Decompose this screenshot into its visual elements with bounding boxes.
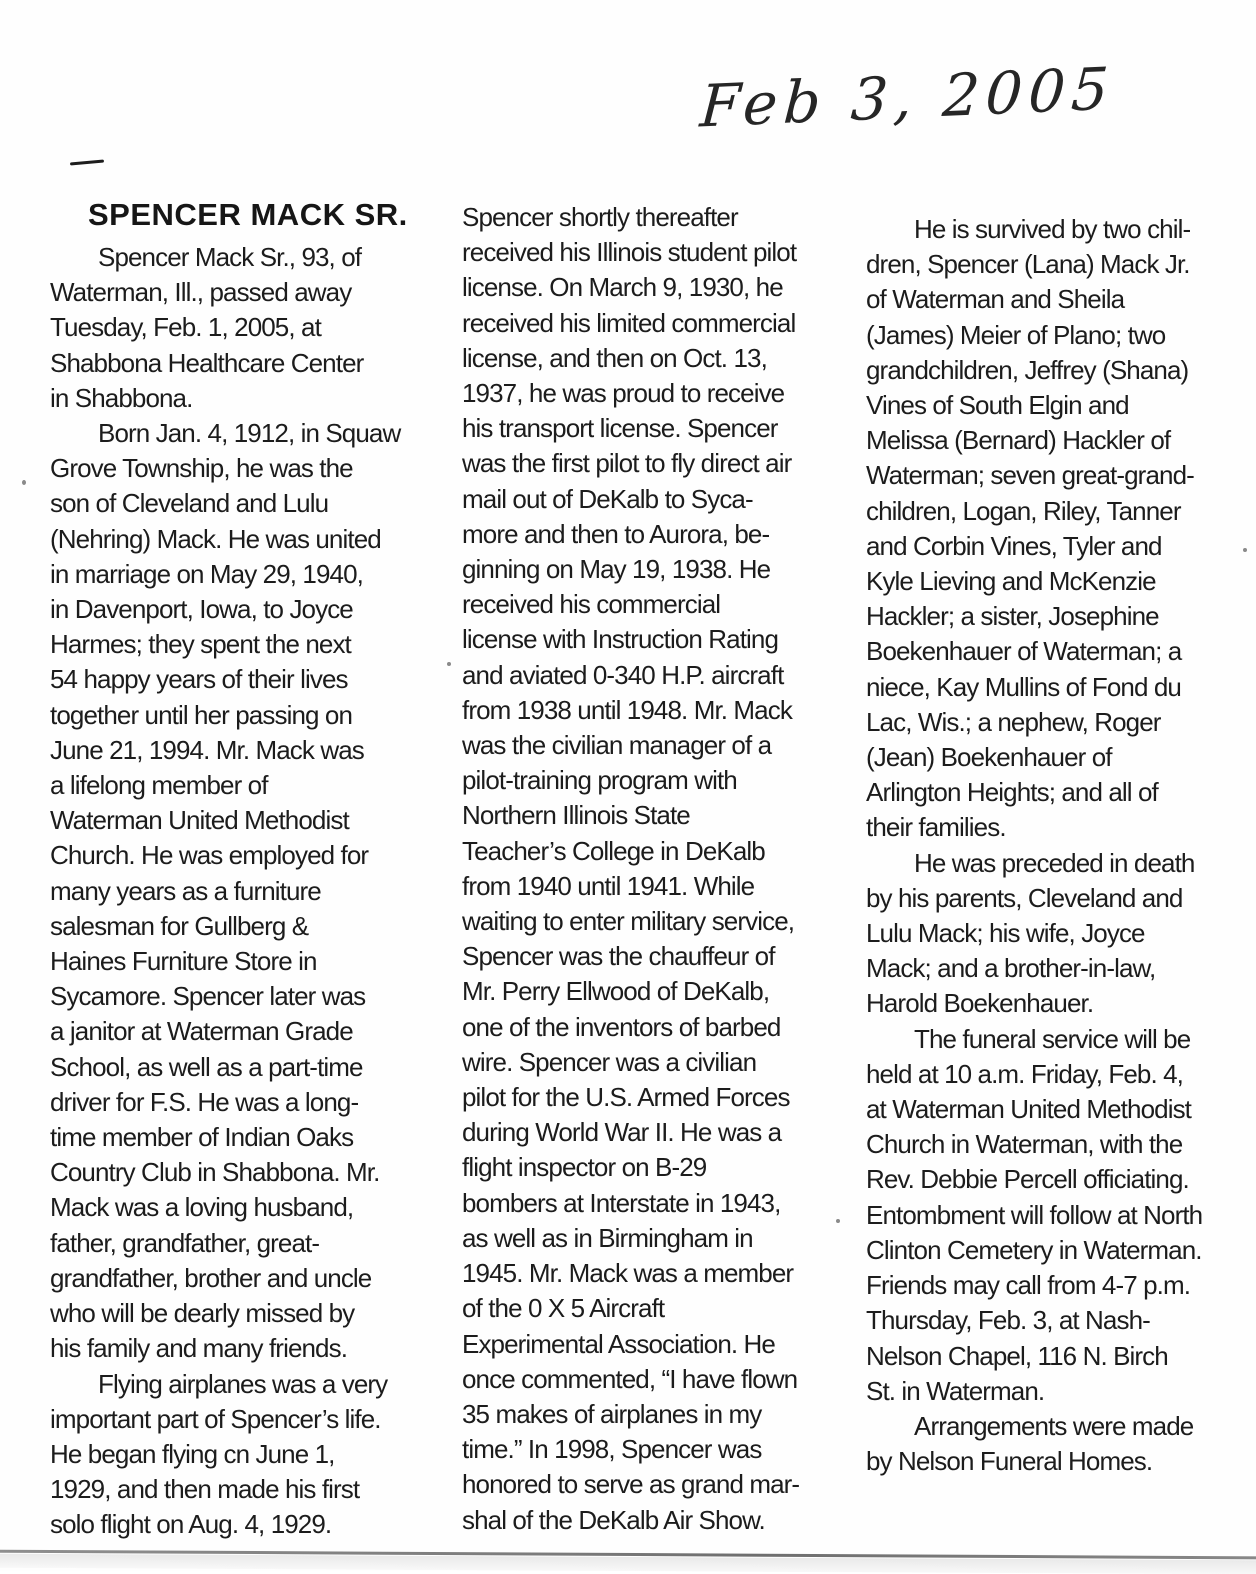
- text-line: received his Illinois student pilot: [462, 237, 797, 268]
- text-line: Nelson Chapel, 116 N. Birch: [866, 1340, 1168, 1371]
- text-line: Waterman; seven great-grand-: [866, 460, 1194, 491]
- text-line: The funeral service will be: [914, 1023, 1191, 1054]
- text-line: solo flight on Aug. 4, 1929.: [50, 1509, 332, 1540]
- text-line: as well as in Birmingham in: [462, 1222, 753, 1253]
- text-line: (James) Meier of Plano; two: [866, 319, 1166, 350]
- text-line: by his parents, Cleveland and: [866, 882, 1183, 913]
- text-line: Shabbona Healthcare Center: [50, 347, 364, 378]
- text-line: his family and many friends.: [50, 1333, 348, 1364]
- article-column-2: [462, 190, 862, 1538]
- text-line: flight inspector on B-29: [462, 1152, 707, 1183]
- text-line: waiting to enter military service,: [462, 906, 795, 937]
- text-line: Clinton Cemetery in Waterman.: [866, 1234, 1202, 1265]
- text-line: Flying airplanes was a very: [98, 1368, 388, 1399]
- text-line: Entombment will follow at North: [866, 1199, 1203, 1230]
- text-line: School, as well as a part-time: [50, 1051, 363, 1082]
- text-line: license. On March 9, 1930, he: [462, 272, 783, 303]
- text-line: bombers at Interstate in 1943,: [462, 1187, 781, 1218]
- paragraph: [866, 212, 1238, 846]
- text-line: was the civilian manager of a: [462, 730, 772, 761]
- text-line: 35 makes of airplanes in my: [462, 1398, 762, 1429]
- text-line: one of the inventors of barbed: [462, 1011, 781, 1042]
- text-line: together until her passing on: [50, 699, 353, 730]
- obituary-headline: SPENCER MACK SR.: [88, 197, 408, 232]
- text-line: license with Instruction Rating: [462, 624, 779, 655]
- text-line: Harold Boekenhauer.: [866, 988, 1094, 1019]
- text-line: Born Jan. 4, 1912, in Squaw: [98, 418, 401, 449]
- paragraph: [462, 200, 862, 1538]
- text-line: grandchildren, Jeffrey (Shana): [866, 354, 1189, 385]
- text-line: once commented, “I have flown: [462, 1363, 798, 1394]
- text-line: Lulu Mack; his wife, Joyce: [866, 918, 1145, 949]
- text-line: Waterman, Ill., passed away: [50, 277, 352, 308]
- text-line: 1945. Mr. Mack was a member: [462, 1258, 794, 1289]
- text-line: Country Club in Shabbona. Mr.: [50, 1157, 380, 1188]
- text-line: time.” In 1998, Spencer was: [462, 1434, 762, 1465]
- text-line: received his limited commercial: [462, 307, 796, 338]
- text-line: and Corbin Vines, Tyler and: [866, 530, 1162, 561]
- text-line: of the 0 X 5 Aircraft: [462, 1293, 665, 1324]
- text-line: pilot for the U.S. Armed Forces: [462, 1082, 790, 1113]
- text-line: Church. He was employed for: [50, 840, 369, 871]
- text-line: Mack; and a brother-in-law,: [866, 953, 1156, 984]
- text-line: Grove Township, he was the: [50, 453, 353, 484]
- text-line: Thursday, Feb. 3, at Nash-: [866, 1305, 1150, 1336]
- scan-speck: [836, 1219, 840, 1223]
- text-line: their families.: [866, 812, 1006, 843]
- text-line: Teacher’s College in DeKalb: [462, 835, 765, 866]
- text-line: of Waterman and Sheila: [866, 284, 1125, 315]
- text-line: son of Cleveland and Lulu: [50, 488, 329, 519]
- text-line: Melissa (Bernard) Hackler of: [866, 425, 1171, 456]
- text-line: many years as a furniture: [50, 875, 321, 906]
- text-line: Sycamore. Spencer later was: [50, 981, 366, 1012]
- text-line: Rev. Debbie Percell officiating.: [866, 1164, 1189, 1195]
- text-line: honored to serve as grand mar-: [462, 1469, 800, 1500]
- text-line: Mr. Perry Ellwood of DeKalb,: [462, 976, 770, 1007]
- handwritten-date: Feb 3, 2005: [698, 54, 1117, 141]
- text-line: Lac, Wis.; a nephew, Roger: [866, 706, 1161, 737]
- text-line: who will be dearly missed by: [50, 1298, 355, 1329]
- paragraph: [50, 416, 452, 1366]
- text-line: received his commercial: [462, 589, 721, 620]
- text-line: and aviated 0-340 H.P. aircraft: [462, 659, 784, 690]
- text-line: St. in Waterman.: [866, 1375, 1045, 1406]
- article-column-3: [866, 190, 1238, 1479]
- paragraph: [866, 1409, 1238, 1479]
- paragraph: [50, 1367, 452, 1543]
- text-line: father, grandfather, great-: [50, 1227, 320, 1258]
- text-line: a janitor at Waterman Grade: [50, 1016, 353, 1047]
- pen-mark: [70, 160, 104, 166]
- text-line: at Waterman United Methodist: [866, 1094, 1191, 1125]
- text-line: 54 happy years of their lives: [50, 664, 348, 695]
- text-line: He began flying cn June 1,: [50, 1438, 335, 1469]
- text-line: Harmes; they spent the next: [50, 629, 351, 660]
- scan-speck: [447, 662, 451, 666]
- text-line: during World War II. He was a: [462, 1117, 782, 1148]
- text-line: Haines Furniture Store in: [50, 946, 317, 977]
- text-line: salesman for Gullberg &: [50, 910, 309, 941]
- text-line: Church in Waterman, with the: [866, 1129, 1183, 1160]
- text-line: Northern Illinois State: [462, 800, 690, 831]
- text-line: Waterman United Methodist: [50, 805, 349, 836]
- text-line: Spencer Mack Sr., 93, of: [98, 242, 362, 272]
- text-line: was the first pilot to fly direct air: [462, 448, 792, 479]
- text-line: by Nelson Funeral Homes.: [866, 1446, 1153, 1477]
- text-line: his transport license. Spencer: [462, 413, 778, 444]
- text-line: 1929, and then made his first: [50, 1474, 360, 1505]
- text-line: Spencer shortly thereafter: [462, 202, 738, 232]
- text-line: dren, Spencer (Lana) Mack Jr.: [866, 249, 1190, 280]
- text-line: in marriage on May 29, 1940,: [50, 558, 363, 589]
- text-line: in Shabbona.: [50, 382, 193, 413]
- text-line: niece, Kay Mullins of Fond du: [866, 671, 1181, 702]
- article-column-1: [50, 190, 452, 1543]
- text-line: Hackler; a sister, Josephine: [866, 601, 1159, 632]
- text-line: Arlington Heights; and all of: [866, 777, 1158, 808]
- text-line: a lifelong member of: [50, 770, 268, 801]
- text-line: 1937, he was proud to receive: [462, 378, 785, 409]
- text-line: Boekenhauer of Waterman; a: [866, 636, 1182, 667]
- text-line: time member of Indian Oaks: [50, 1122, 354, 1153]
- text-line: Vines of South Elgin and: [866, 390, 1129, 421]
- text-line: (Nehring) Mack. He was united: [50, 523, 381, 554]
- text-line: driver for F.S. He was a long-: [50, 1086, 359, 1117]
- text-line: Kyle Lieving and McKenzie: [866, 566, 1156, 597]
- text-line: more and then to Aurora, be-: [462, 518, 770, 549]
- text-line: wire. Spencer was a civilian: [462, 1046, 757, 1077]
- text-line: pilot-training program with: [462, 765, 737, 796]
- text-line: (Jean) Boekenhauer of: [866, 742, 1112, 773]
- text-line: children, Logan, Riley, Tanner: [866, 495, 1181, 526]
- text-line: in Davenport, Iowa, to Joyce: [50, 594, 353, 625]
- scan-speck: [1243, 548, 1247, 552]
- text-line: Friends may call from 4-7 p.m.: [866, 1270, 1191, 1301]
- text-line: He was preceded in death: [914, 847, 1195, 878]
- scan-speck: [22, 480, 26, 485]
- text-line: Experimental Association. He: [462, 1328, 775, 1359]
- text-line: Tuesday, Feb. 1, 2005, at: [50, 312, 321, 343]
- text-line: ginning on May 19, 1938. He: [462, 554, 771, 585]
- text-line: June 21, 1994. Mr. Mack was: [50, 734, 364, 765]
- text-line: Arrangements were made: [914, 1410, 1194, 1441]
- text-line: shal of the DeKalb Air Show.: [462, 1504, 765, 1535]
- text-line: Mack was a loving husband,: [50, 1192, 354, 1223]
- text-line: from 1938 until 1948. Mr. Mack: [462, 694, 792, 725]
- text-line: grandfather, brother and uncle: [50, 1262, 372, 1293]
- text-line: mail out of DeKalb to Syca-: [462, 483, 753, 514]
- text-line: Spencer was the chauffeur of: [462, 941, 775, 972]
- paragraph: [50, 240, 452, 416]
- text-line: held at 10 a.m. Friday, Feb. 4,: [866, 1058, 1184, 1089]
- text-line: He is survived by two chil-: [914, 214, 1191, 244]
- text-line: important part of Spencer’s life.: [50, 1403, 381, 1434]
- text-line: license, and then on Oct. 13,: [462, 342, 767, 373]
- text-line: from 1940 until 1941. While: [462, 870, 755, 901]
- paragraph: [866, 1022, 1238, 1409]
- paragraph: [866, 846, 1238, 1022]
